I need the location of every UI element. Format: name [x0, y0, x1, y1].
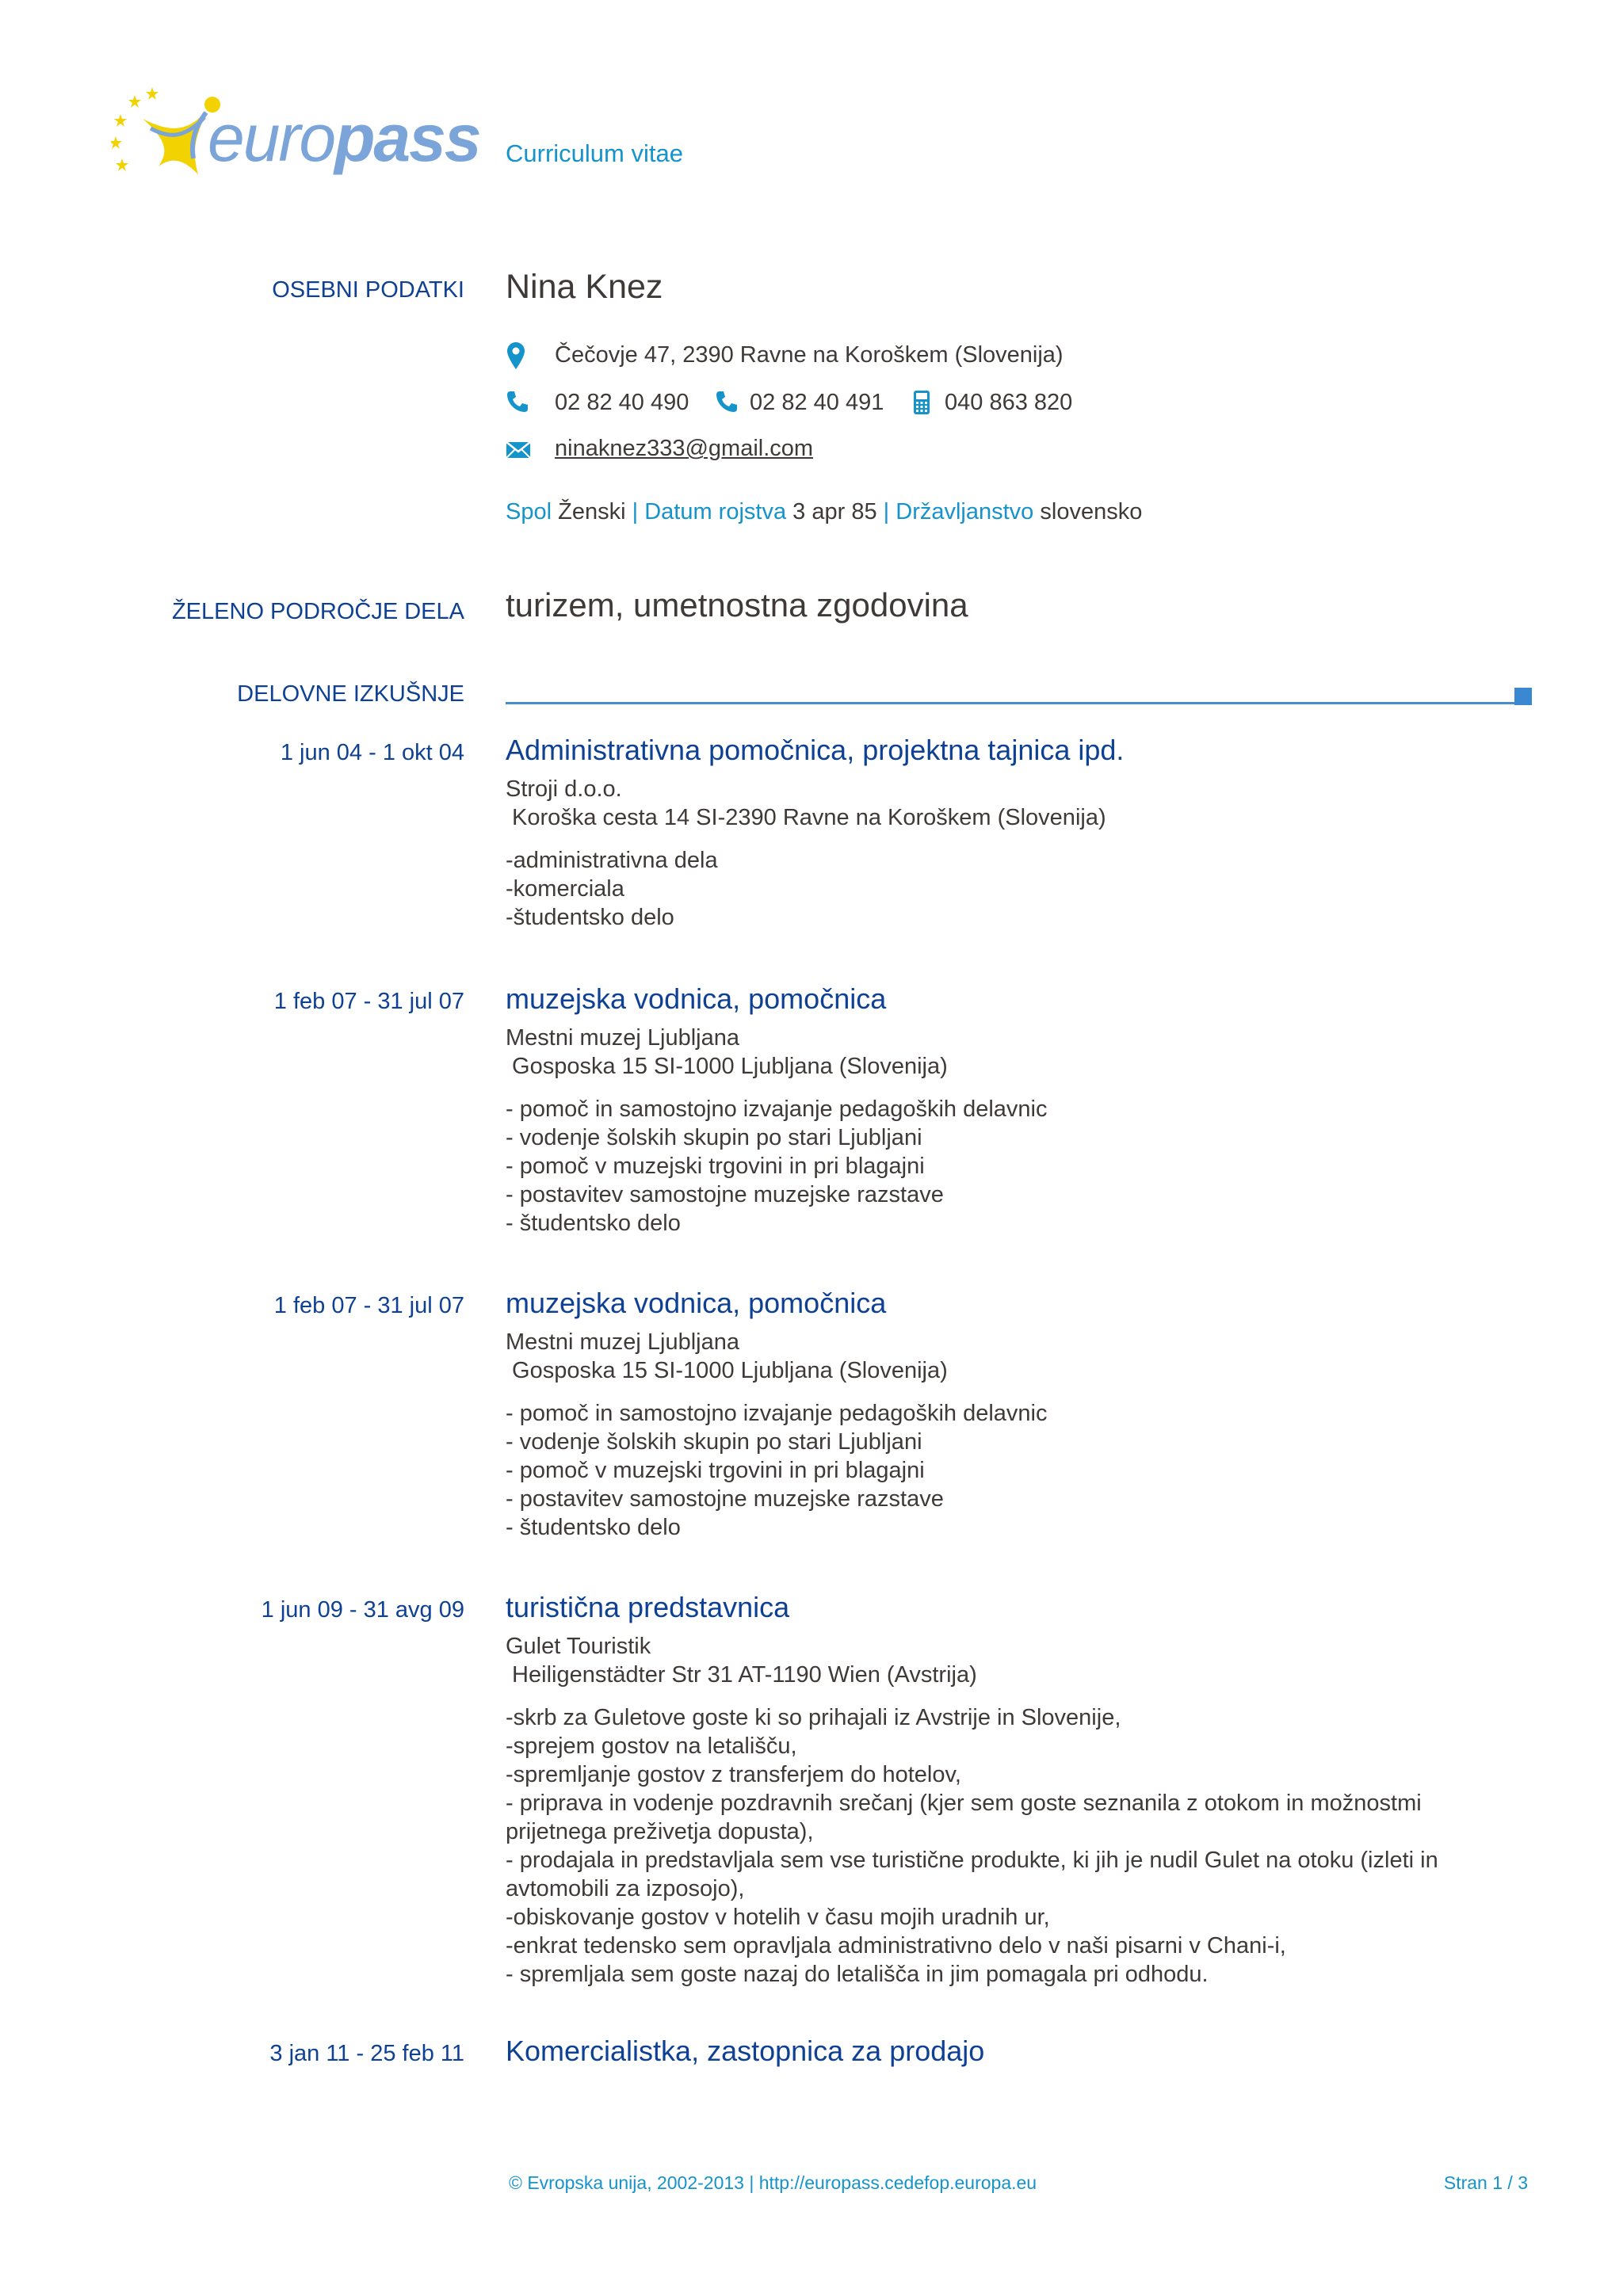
job-duty: - pomoč v muzejski trgovini in pri blagajni — [506, 1154, 925, 1179]
separator: | — [883, 499, 890, 524]
job-description — [506, 1399, 1536, 1542]
job-duty: - študentsko delo — [506, 1211, 681, 1236]
page-number: Stran 1 / 3 — [1443, 2172, 1528, 2193]
europass-logo — [111, 87, 480, 198]
job-duty: -komerciala — [506, 876, 624, 902]
job-duty: - postavitev samostojne muzejske razstave — [506, 1486, 944, 1512]
logo-text-pass: pass — [334, 101, 480, 175]
desired-field-value: turizem, umetnostna zgodovina — [506, 586, 968, 624]
gender-label: Spol — [506, 499, 552, 524]
job-duty: - vodenje šolskih skupin po stari Ljubljani — [506, 1125, 922, 1150]
job-title: muzejska vodnica, pomočnica — [506, 982, 887, 1015]
job-duty: - spremljala sem goste nazaj do letališča in jim pomagala pri odhodu. — [506, 1962, 1209, 1987]
section-label-experience: DELOVNE IZKUŠNJE — [237, 681, 464, 707]
birth-label: Datum rojstva — [644, 499, 787, 524]
section-divider-marker — [1514, 688, 1532, 705]
job-title: turistična predstavnica — [506, 1591, 790, 1623]
section-label-personal: OSEBNI PODATKI — [272, 277, 464, 303]
job-employer: Mestni muzej Ljubljana — [506, 1025, 739, 1051]
person-name: Nina Knez — [506, 268, 663, 306]
job-duty: - priprava in vodenje pozdravnih srečanj (kjer sem goste seznanila z otokom in možnostmi prijetnega preživetja dopusta), — [506, 1791, 1422, 1844]
job-description — [506, 846, 1536, 932]
europass-wordmark — [208, 101, 480, 175]
job-date: 1 jun 09 - 31 avg 09 — [261, 1597, 464, 1623]
section-divider — [506, 702, 1514, 704]
separator: | — [632, 499, 639, 524]
job-date: 1 feb 07 - 31 jul 07 — [273, 1293, 464, 1318]
section-label-desired-field: ŽELENO PODROČJE DELA — [171, 599, 464, 624]
job-address: Gosposka 15 SI-1000 Ljubljana (Slovenija) — [506, 1054, 948, 1079]
phone-icon — [715, 390, 739, 414]
job-title: muzejska vodnica, pomočnica — [506, 1287, 887, 1319]
mobile-phone[interactable]: 040 863 820 — [945, 390, 1073, 415]
job-duty: - pomoč in samostojno izvajanje pedagoških delavnic — [506, 1401, 1048, 1426]
mobile-phone-icon — [913, 390, 930, 415]
job-date: 1 feb 07 - 31 jul 07 — [273, 989, 464, 1014]
document-title: Curriculum vitae — [506, 139, 683, 167]
job-duty: -skrb za Guletove goste ki so prihajali iz Avstrije in Slovenije, — [506, 1705, 1121, 1730]
job-date: 3 jan 11 - 25 feb 11 — [269, 2041, 464, 2066]
job-duty: - vodenje šolskih skupin po stari Ljubljani — [506, 1429, 922, 1455]
job-title: Komercialistka, zastopnica za prodajo — [506, 2035, 985, 2067]
job-address: Gosposka 15 SI-1000 Ljubljana (Slovenija) — [506, 1358, 948, 1383]
footer-copyright: © Evropska unija, 2002-2013 | http://europass.cedefop.europa.eu — [509, 2172, 1037, 2193]
birth-value: 3 apr 85 — [792, 499, 877, 524]
job-date: 1 jun 04 - 1 okt 04 — [280, 740, 464, 765]
job-address: Koroška cesta 14 SI-2390 Ravne na Koroškem (Slovenija) — [506, 805, 1106, 830]
phone-icon — [506, 390, 529, 414]
job-duty: -sprejem gostov na letališču, — [506, 1733, 797, 1759]
job-duty: -spremljanje gostov z transferjem do hotelov, — [506, 1762, 961, 1787]
job-employer: Stroji d.o.o. — [506, 776, 622, 802]
job-duty: - pomoč in samostojno izvajanje pedagoških delavnic — [506, 1097, 1048, 1122]
nationality-label: Državljanstvo — [896, 499, 1034, 524]
envelope-icon — [506, 441, 531, 460]
phone-1[interactable]: 02 82 40 490 — [555, 390, 689, 415]
job-duty: - študentsko delo — [506, 1515, 681, 1540]
job-duty: - prodajala in predstavljala sem vse turistične produkte, ki jih je nudil Gulet na otoku (izleti in avtomobili za izposojo), — [506, 1848, 1438, 1901]
personal-info-line — [506, 499, 1142, 525]
europass-figure-icon — [111, 87, 222, 198]
job-description — [506, 1095, 1536, 1238]
job-employer: Mestni muzej Ljubljana — [506, 1329, 739, 1355]
job-duty: -študentsko delo — [506, 905, 674, 930]
nationality-value: slovensko — [1040, 499, 1143, 524]
address: Čečovje 47, 2390 Ravne na Koroškem (Slovenija) — [555, 342, 1064, 368]
job-employer: Gulet Touristik — [506, 1634, 651, 1659]
job-duty: -obiskovanje gostov v hotelih v času mojih uradnih ur, — [506, 1905, 1050, 1930]
job-duty: - pomoč v muzejski trgovini in pri blagajni — [506, 1458, 925, 1483]
email-link[interactable]: ninaknez333@gmail.com — [555, 436, 814, 461]
logo-text-euro: euro — [208, 101, 335, 175]
job-duty: -enkrat tedensko sem opravljala administrativno delo v naši pisarni v Chani-i, — [506, 1933, 1286, 1958]
job-description — [506, 1703, 1528, 1989]
job-duty: - postavitev samostojne muzejske razstave — [506, 1182, 944, 1207]
job-address: Heiligenstädter Str 31 AT-1190 Wien (Avstrija) — [506, 1662, 977, 1688]
job-title: Administrativna pomočnica, projektna tajnica ipd. — [506, 734, 1125, 766]
location-pin-icon — [507, 342, 525, 369]
job-duty: -administrativna dela — [506, 848, 718, 873]
gender-value: Ženski — [558, 499, 626, 524]
phone-2[interactable]: 02 82 40 491 — [750, 390, 884, 415]
